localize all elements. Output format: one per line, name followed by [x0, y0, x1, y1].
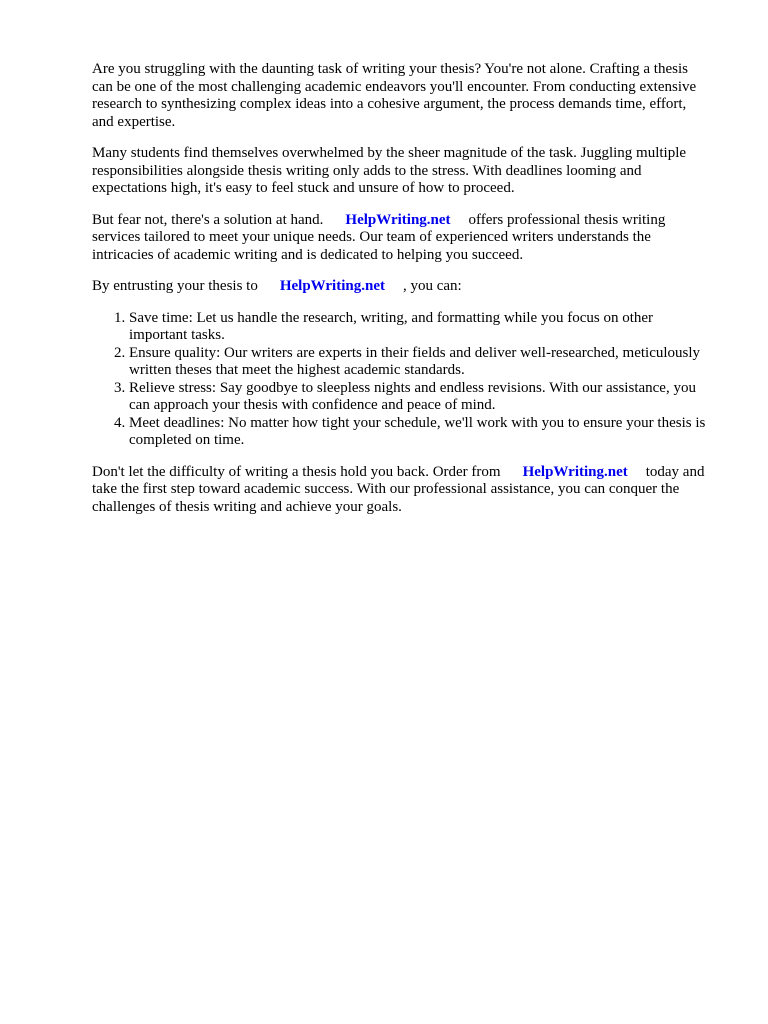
helpwriting-link-2[interactable]: HelpWriting.net [279, 278, 385, 294]
closing-text-before: Don't let the difficulty of writing a thesis hold you back. Order from [92, 463, 501, 480]
entrust-text-before: By entrusting your thesis to [92, 278, 258, 294]
list-item: 1. Save time: Let us handle the research, writing, and formatting while you focus on other important tasks. [129, 310, 708, 345]
list-item: 4. Meet deadlines: No matter how tight your schedule, we'll work with you to ensure your thesis is completed on time. [129, 415, 708, 450]
helpwriting-link-3[interactable]: HelpWriting.net [522, 463, 628, 480]
entrust-paragraph [92, 278, 708, 296]
problem-paragraph: Many students find themselves overwhelmed by the sheer magnitude of the task. Juggling multiple responsibilities alongside thesis writing only adds to the stress. With deadlines looming and expectations high, it's easy to feel stuck and unsure of how to proceed. [92, 145, 687, 196]
benefits-list [92, 310, 708, 450]
intro-paragraph: Are you struggling with the daunting task of writing your thesis? You're not alone. Crafting a thesis can be one of the most challenging academic endeavors you'll encounter. From conducting extensive research to synthesizing complex ideas into a cohesive argument, the process demands time, effort, and expertise. [92, 61, 697, 130]
solution-paragraph [92, 212, 708, 265]
closing-text-after: today and take the first step toward academic success. With our professional assistance, you can conquer the challenges of thesis writing and achieve your goals. [92, 463, 705, 515]
solution-text-before: But fear not, there's a solution at hand. [92, 211, 324, 228]
list-item: 3. Relieve stress: Say goodbye to sleepless nights and endless revisions. With our assistance, you can approach your thesis with confidence and peace of mind. [129, 380, 708, 415]
helpwriting-link-1[interactable]: HelpWriting.net [345, 211, 451, 228]
solution-text-after: offers professional thesis writing services tailored to meet your unique needs. Our team of experienced writers understands the intricacies of academic writing and is dedicated to helping you succeed. [92, 211, 666, 263]
entrust-text-after: , you can: [402, 278, 462, 294]
closing-paragraph [92, 464, 708, 517]
list-item: 2. Ensure quality: Our writers are experts in their fields and deliver well-researched, meticulously written theses that meet the highest academic standards. [129, 345, 708, 380]
